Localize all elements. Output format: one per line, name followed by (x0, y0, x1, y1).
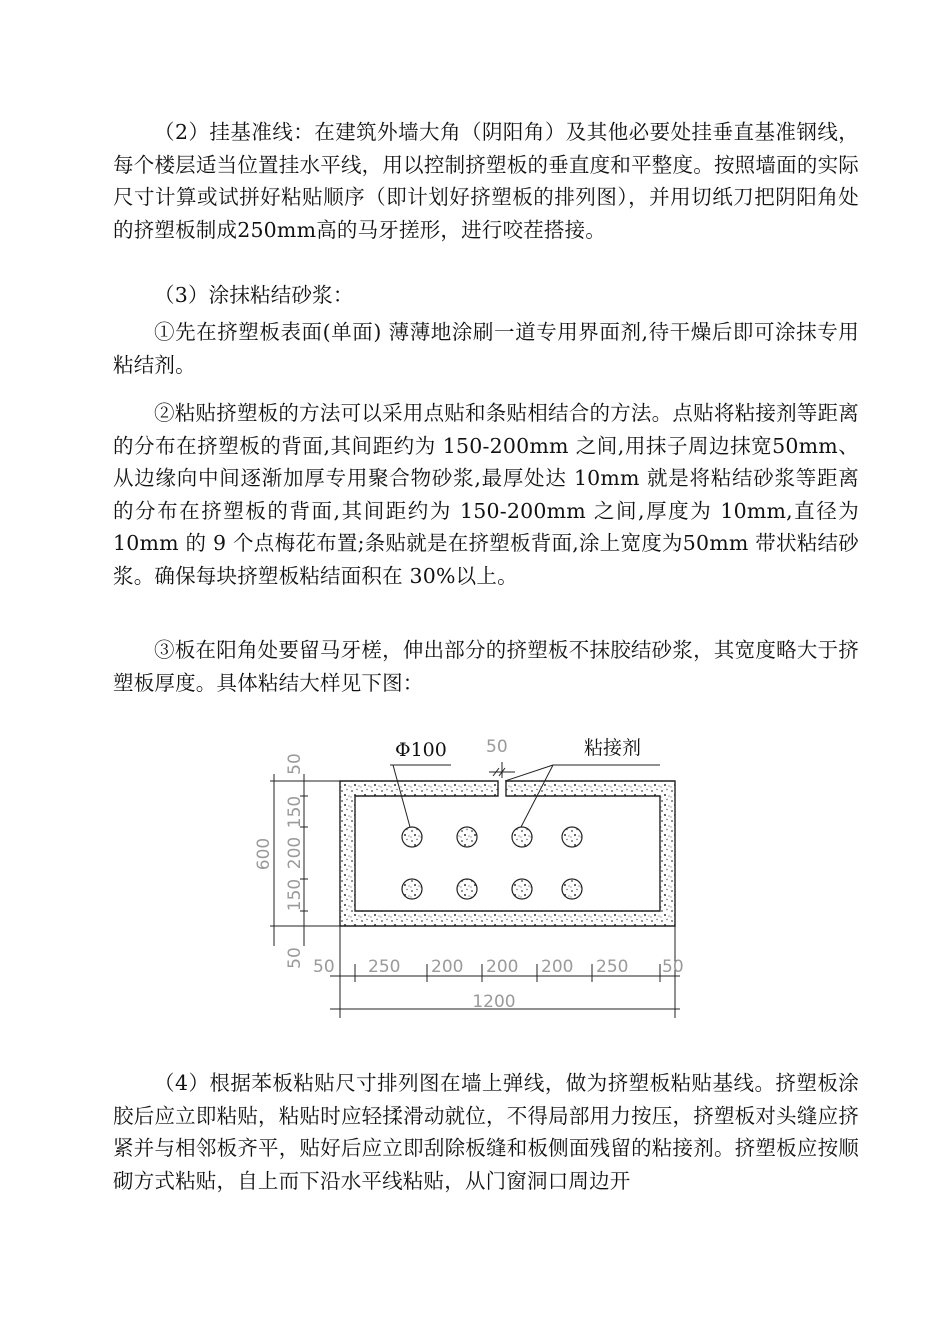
adhesive-dot (562, 879, 582, 899)
paragraph-step-3: ③板在阳角处要留马牙槎，伸出部分的挤塑板不抹胶结砂浆，其宽度略大于挤塑板厚度。具体粘结大样见下图： (113, 638, 859, 695)
adhesive-dot (402, 879, 422, 899)
bottom-dim: 50 (662, 957, 684, 977)
left-dim: 150 (285, 795, 305, 829)
bonding-detail-svg (250, 728, 690, 1028)
adhesive-strip (340, 781, 675, 926)
adhesive-dot (457, 879, 477, 899)
paragraph-mortar-heading: （3）涂抹粘结砂浆： (154, 283, 354, 307)
left-dim: 150 (285, 878, 305, 912)
bottom-dim: 250 (368, 957, 401, 977)
bottom-dim: 50 (313, 957, 335, 977)
left-dim: 50 (285, 947, 305, 969)
left-dimension-lines (270, 774, 340, 946)
adhesive-dot (457, 827, 477, 847)
bottom-dim: 200 (486, 957, 519, 977)
paragraph-hang-baseline: （2）挂基准线：在建筑外墙大角（阴阳角）及其他必要处挂垂直基准钢线，每个楼层适当位置挂水平线，用以控制挤塑板的垂直度和平整度。按照墙面的实际尺寸计算或试拼好粘贴顺序（即计划好挤塑板的排列图），并用切纸刀把阴阳角处的挤塑板制成250mm高的马牙搓形，进行咬茬搭接。 (113, 120, 859, 242)
adhesive-dot (512, 879, 532, 899)
bottom-dim: 250 (596, 957, 629, 977)
bottom-total-dim: 1200 (472, 992, 516, 1012)
adhesive-dot (562, 827, 582, 847)
adhesive-dot (512, 827, 532, 847)
bottom-dim: 200 (541, 957, 574, 977)
gap-label: 50 (486, 737, 508, 757)
left-dim: 50 (285, 753, 305, 775)
left-dimension-texts (254, 753, 305, 969)
left-dim: 200 (285, 836, 305, 870)
bottom-dimension-texts (313, 957, 684, 1012)
bonding-detail-drawing (250, 728, 690, 1028)
left-total-dim: 600 (254, 837, 274, 871)
bottom-dim: 200 (431, 957, 464, 977)
paragraph-step-4: （4）根据苯板粘贴尺寸排列图在墙上弹线，做为挤塑板粘贴基线。挤塑板涂胶后应立即粘贴，粘贴时应轻揉滑动就位，不得局部用力按压，挤塑板对头缝应挤紧并与相邻板齐平，贴好后应立即刮除板缝和板侧面残留的粘接剂。挤塑板应按顺砌方式粘贴，自上而下沿水平线粘贴，从门窗洞口周边开 (113, 1071, 859, 1193)
adhesive-label: 粘接剂 (584, 737, 642, 759)
paragraph-step-1: ①先在挤塑板表面(单面) 薄薄地涂刷一道专用界面剂,待干燥后即可涂抹专用粘结剂。 (113, 320, 859, 377)
adhesive-dots (402, 827, 582, 899)
phi-label: Φ100 (395, 739, 447, 761)
adhesive-dot (402, 827, 422, 847)
paragraph-step-2: ②粘贴挤塑板的方法可以采用点贴和条贴相结合的方法。点贴将粘接剂等距离的分布在挤塑板的背面,其间距约为 150-200mm 之间,用抹子周边抹宽50mm、从边缘向中间逐渐加厚专用聚合物砂浆,最厚处达 10mm 就是将粘结砂浆等距离的分布在挤塑板的背面,其间距约为 150-200mm 之间,厚度为 10mm,直径为10mm 的 9 个点梅花布置;条贴就是在挤塑板背面,涂上宽度为50mm 带状粘结砂浆。确保每块挤塑板粘结面积在 30%以上。 (113, 401, 859, 588)
